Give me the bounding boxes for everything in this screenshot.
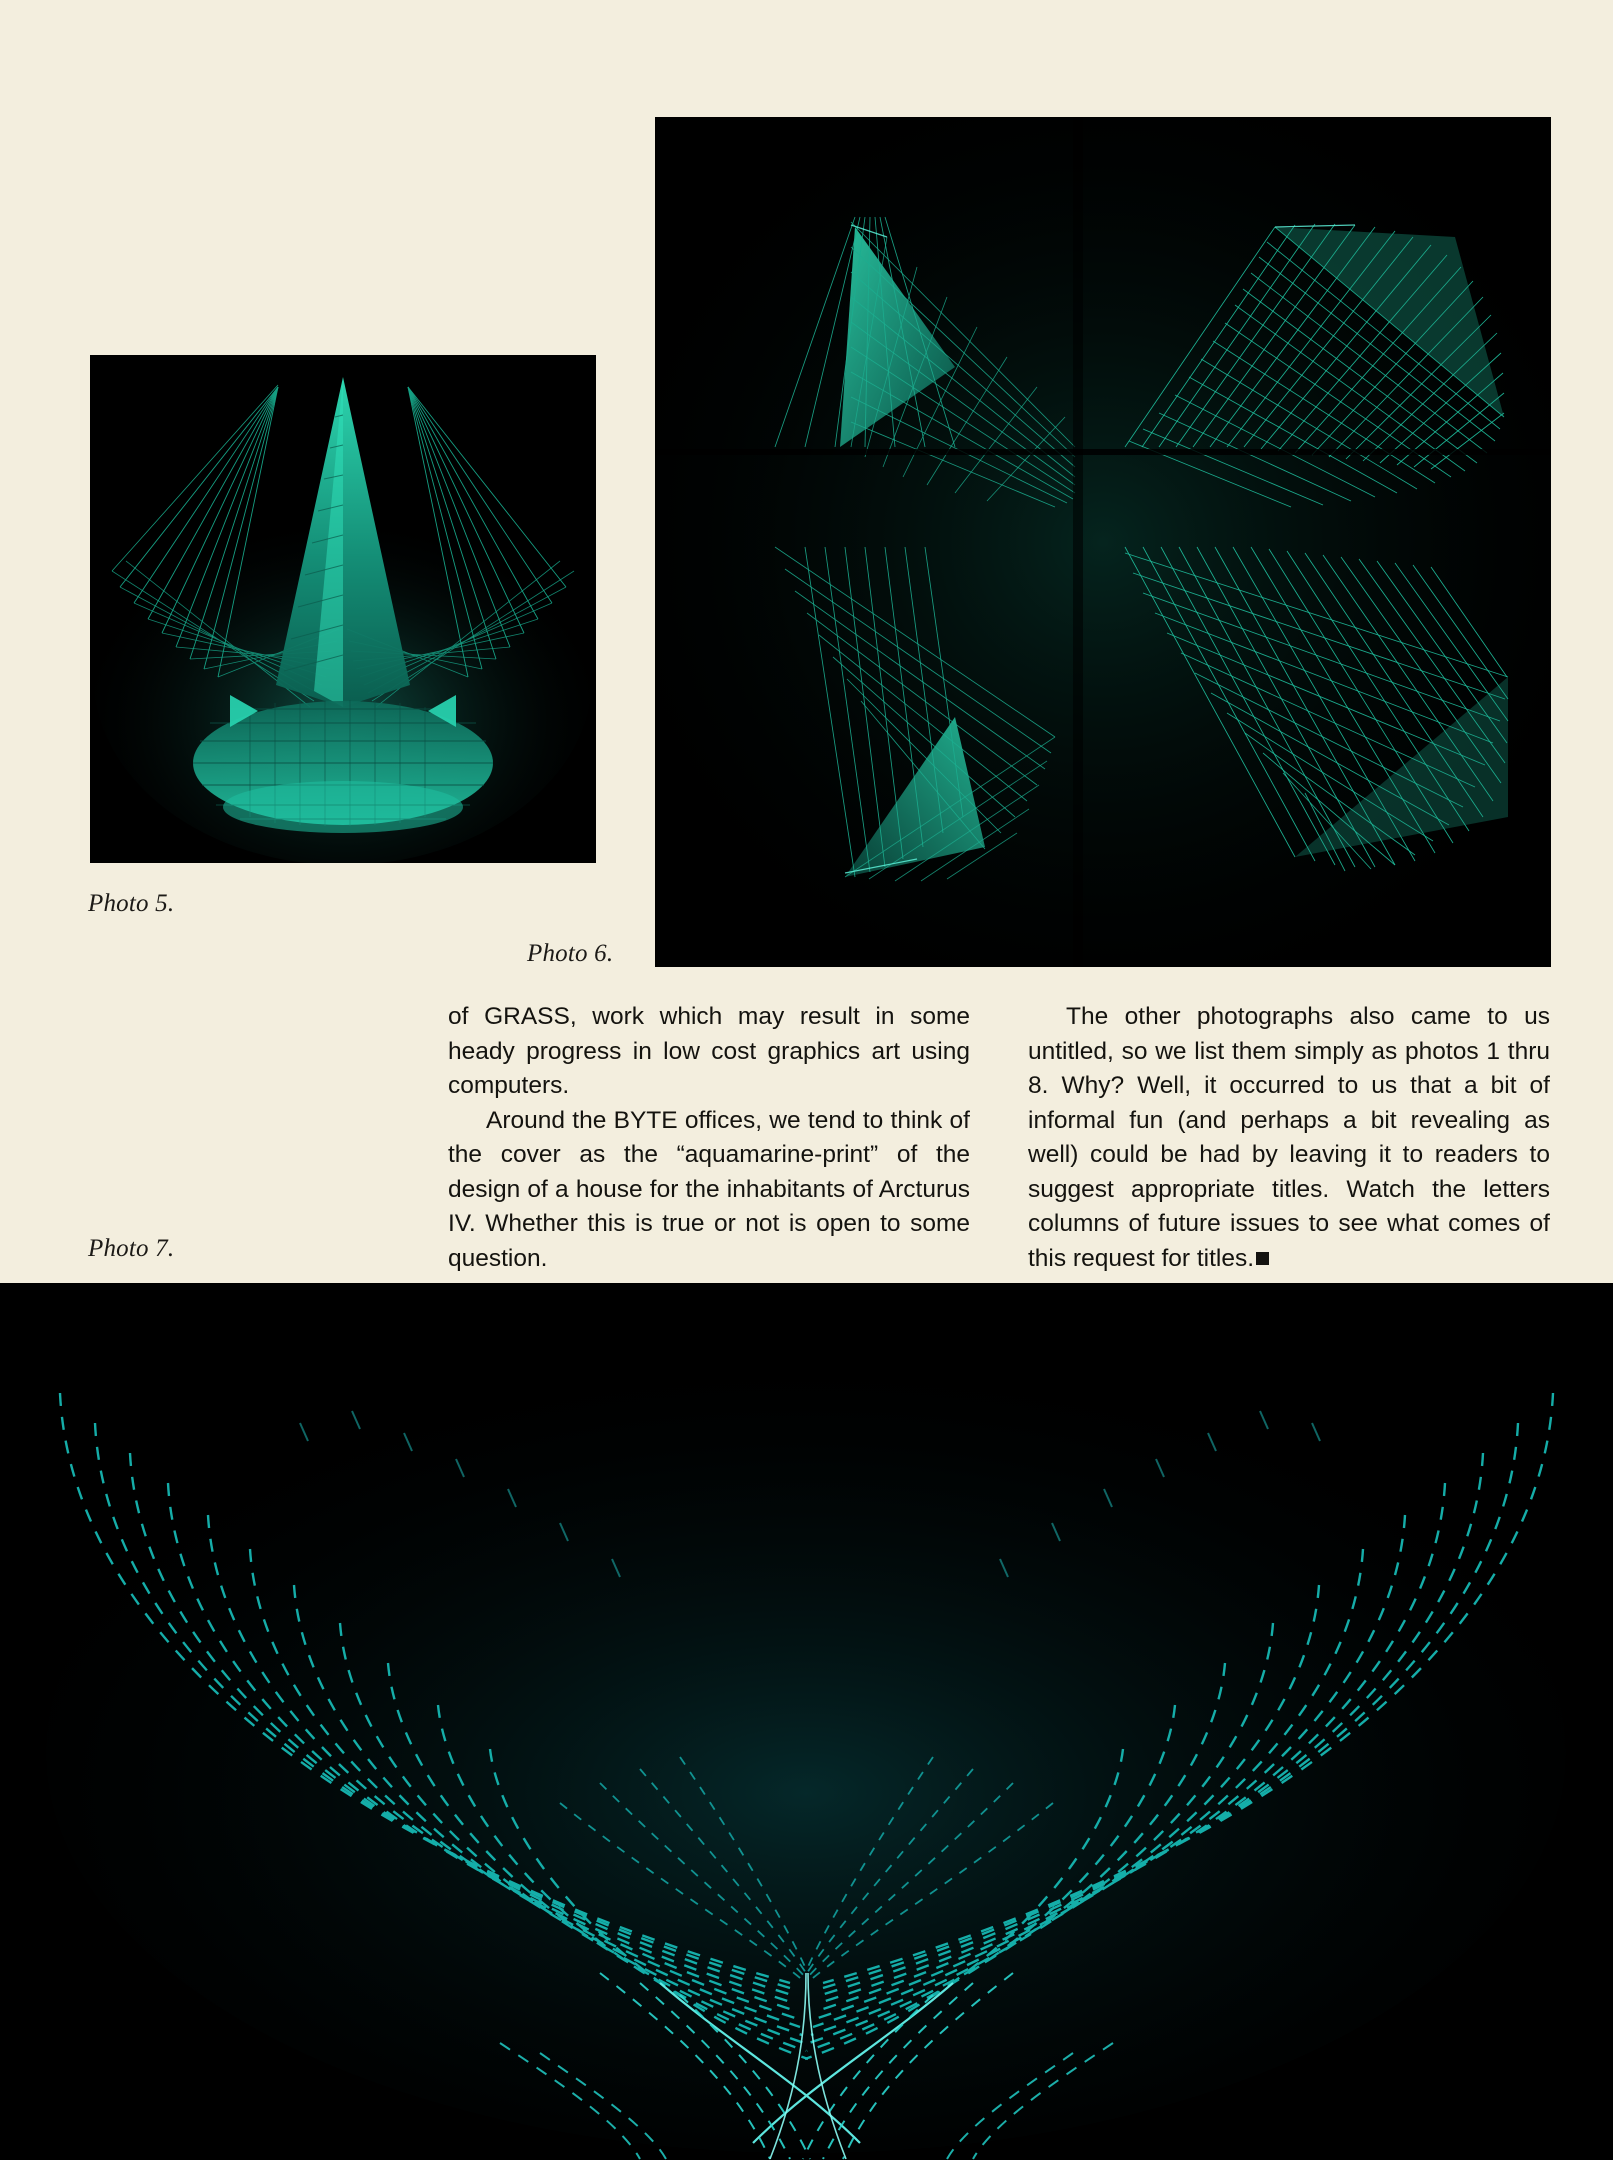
caption-photo-7: Photo 7. [88, 1235, 175, 1262]
caption-photo-5: Photo 5. [88, 890, 175, 917]
photo-7-image [0, 1283, 1613, 2160]
winged-string-art [0, 1283, 1613, 2160]
paragraph-byte-offices: Around the BYTE offices, we tend to think of the cover as the “aquamarine-print” of the design of a house for the inhabitants of Arcturus IV. Whether this is true or not is open to some question. [448, 1106, 970, 1272]
right-column [1028, 1000, 1550, 1276]
quadrant-string-art [655, 117, 1551, 967]
body-columns [448, 1000, 1551, 1276]
end-mark [1256, 1252, 1269, 1265]
paragraph-other-photographs: The other photographs also came to us untitled, so we list them simply as photos 1 thru 8. Why? Well, it occurred to us that a bit of informal fun (and perhaps a bit revealing as well) could be had by leaving it to readers to suggest appropriate titles. Watch the letters columns of future issues to see what comes of this request for titles. [1028, 1003, 1550, 1272]
photo-5-image [90, 355, 596, 863]
caption-photo-6: Photo 6. [527, 940, 614, 967]
cone-string-art [90, 355, 596, 863]
photo-6-image [655, 117, 1551, 967]
paragraph-continuation: of GRASS, work which may result in some heady progress in low cost graphics art using computers. [448, 1003, 970, 1099]
left-column [448, 1000, 970, 1276]
